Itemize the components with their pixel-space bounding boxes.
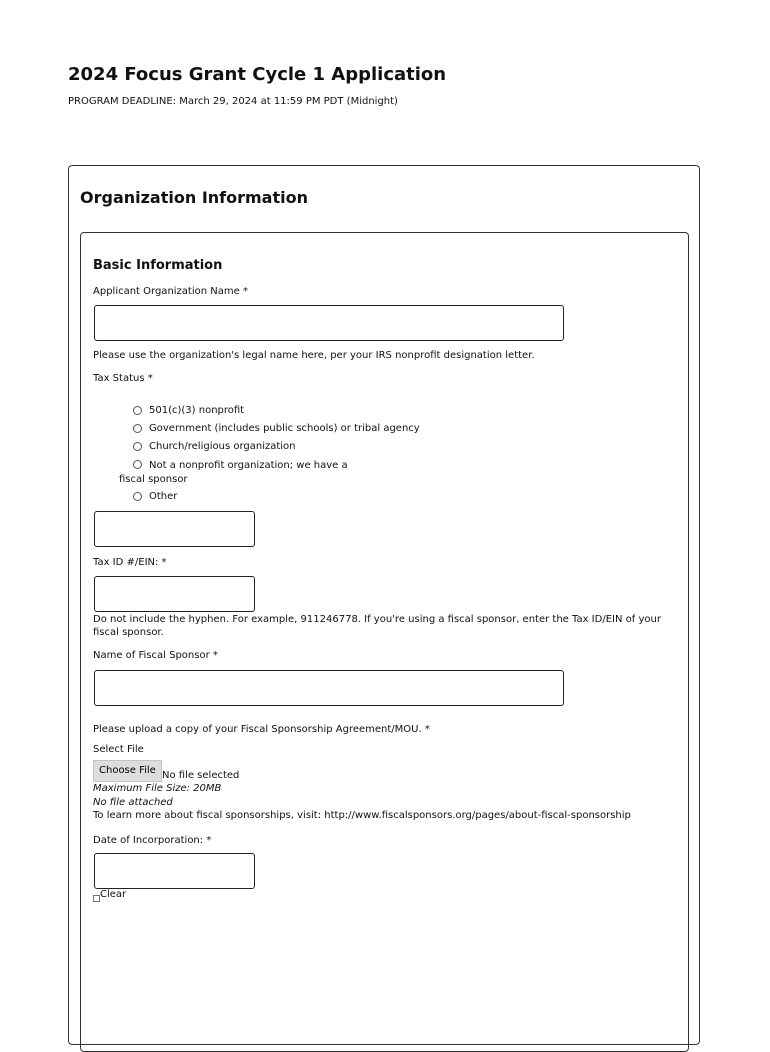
fiscal-sponsor-input[interactable] (94, 670, 564, 706)
organization-information-section (68, 165, 700, 1045)
radio-label: Not a nonprofit organization; we have a fiscal sponsor (119, 460, 348, 485)
incorporation-date-label: Date of Incorporation: * (93, 835, 212, 846)
radio-button-icon[interactable] (133, 424, 142, 433)
program-deadline: PROGRAM DEADLINE: March 29, 2024 at 11:59 PM PDT (Midnight) (68, 96, 398, 107)
clear-icon[interactable] (93, 895, 100, 902)
subsection-title: Basic Information (93, 258, 223, 273)
section-title: Organization Information (80, 188, 308, 207)
radio-government[interactable] (133, 423, 420, 434)
radio-label: 501(c)(3) nonprofit (149, 405, 245, 416)
tax-id-input[interactable] (94, 576, 255, 612)
incorporation-date-input[interactable] (94, 853, 255, 889)
radio-button-icon[interactable] (133, 492, 142, 501)
radio-church[interactable] (133, 441, 296, 452)
org-name-help: Please use the organization's legal name here, per your IRS nonprofit designation letter. (93, 350, 535, 361)
no-file-attached: No file attached (93, 797, 173, 808)
fiscal-sponsorship-info: To learn more about fiscal sponsorships, visit: http://www.fiscalsponsors.org/pages/about-fiscal-sponsorship (93, 810, 631, 821)
radio-fiscal-sponsor[interactable] (119, 459, 359, 487)
radio-label: Other (149, 491, 178, 502)
fiscal-sponsor-label: Name of Fiscal Sponsor * (93, 650, 218, 661)
choose-file-button[interactable]: Choose File (93, 760, 162, 782)
radio-button-icon[interactable] (133, 442, 142, 451)
basic-information-subsection (80, 232, 689, 1052)
org-name-input[interactable] (94, 305, 564, 341)
page-title: 2024 Focus Grant Cycle 1 Application (68, 64, 447, 85)
select-file-label: Select File (93, 744, 144, 755)
tax-status-other-input[interactable] (94, 511, 255, 547)
tax-status-label: Tax Status * (93, 373, 153, 384)
tax-id-help: Do not include the hyphen. For example, 911246778. If you're using a fiscal sponsor, enter the Tax ID/EIN of your fiscal sponsor. (93, 614, 661, 638)
upload-label: Please upload a copy of your Fiscal Sponsorship Agreement/MOU. * (93, 724, 430, 735)
clear-link[interactable]: Clear (100, 889, 127, 900)
radio-label: Government (includes public schools) or tribal agency (149, 423, 420, 434)
org-name-label: Applicant Organization Name * (93, 286, 248, 297)
no-file-selected-text: No file selected (162, 770, 240, 781)
radio-button-icon[interactable] (133, 460, 142, 469)
tax-id-label: Tax ID #/EIN: * (93, 557, 167, 568)
radio-501c3[interactable] (133, 405, 244, 416)
max-file-size: Maximum File Size: 20MB (93, 783, 222, 794)
radio-label: Church/religious organization (149, 441, 296, 452)
radio-button-icon[interactable] (133, 406, 142, 415)
radio-other[interactable] (133, 491, 177, 502)
